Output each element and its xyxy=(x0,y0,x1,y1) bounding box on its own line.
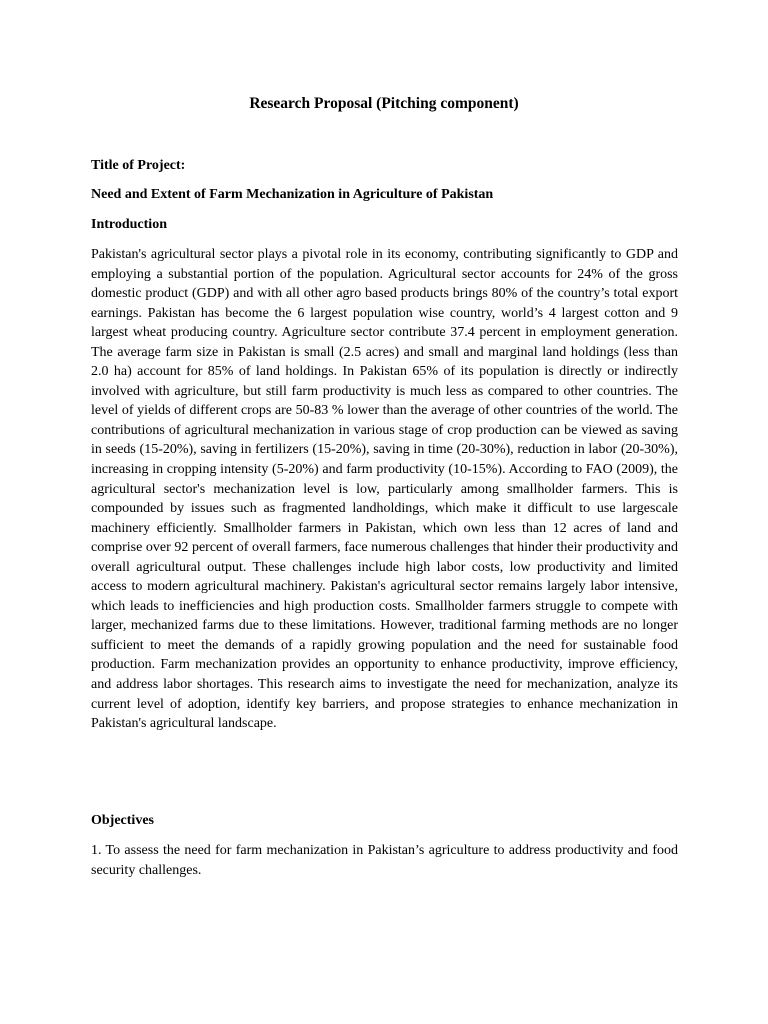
objectives-heading: Objectives xyxy=(91,813,154,828)
document-title: Research Proposal (Pitching component) xyxy=(249,95,519,112)
project-title: Need and Extent of Farm Mechanization in Agriculture of Pakistan xyxy=(91,187,494,202)
project-title-label: Title of Project: xyxy=(91,158,186,173)
introduction-paragraph: Pakistan's agricultural sector plays a pivotal role in its economy, contributing significantly to GDP and employing a substantial portion of the population. Agricultural sector accounts for 24% of the gross domestic product (GDP) and with all other agro based products brings 80% of the country’s total export earnings. Pakistan has become the 6 largest population wise country, world’s 4 largest cotton and 9 largest wheat producing country. Agriculture sector contribute 37.4 percent in employment generation. The average farm size in Pakistan is small (2.5 acres) and small and marginal land holdings (less than 2.0 ha) account for 85% of land holdings. In Pakistan 65% of its population is directly or indirectly involved with agriculture, but still farm productivity is much less as compared to other countries. The level of yields of different crops are 50-83 % lower than the average of other countries of the world. The contributions of agricultural mechanization in various stage of crop production can be viewed as saving in seeds (15-20%), saving in fertilizers (15-20%), saving in time (20-30%), reduction in labor (20-30%), increasing in cropping intensity (5-20%) and farm productivity (10-15%). According to FAO (2009), the agricultural sector's mechanization level is low, particularly among smallholder farmers. This is compounded by issues such as fragmented landholdings, which make it difficult to use largescale machinery efficiently. Smallholder farmers in Pakistan, which own less than 12 acres of land and comprise over 92 percent of overall farmers, face numerous challenges that hinder their productivity and overall agricultural output. These challenges include high labor costs, low productivity and limited access to modern agricultural machinery. Pakistan's agricultural sector remains largely labor intensive, which leads to inefficiencies and high production costs. Smallholder farmers struggle to compete with larger, mechanized farms due to these limitations. However, traditional farming methods are no longer sufficient to meet the demands of a rapidly growing population and the need for sustainable food production. Farm mechanization provides an opportunity to enhance productivity, improve efficiency, and address labor shortages. This research aims to investigate the need for mechanization, analyze its current level of adoption, identify key barriers, and propose strategies to enhance mechanization in Pakistan's agricultural landscape. xyxy=(91,247,678,732)
introduction-heading: Introduction xyxy=(91,217,167,232)
objective-item: 1. To assess the need for farm mechanization in Pakistan’s agriculture to address productivity and food security challenges. xyxy=(91,843,678,878)
